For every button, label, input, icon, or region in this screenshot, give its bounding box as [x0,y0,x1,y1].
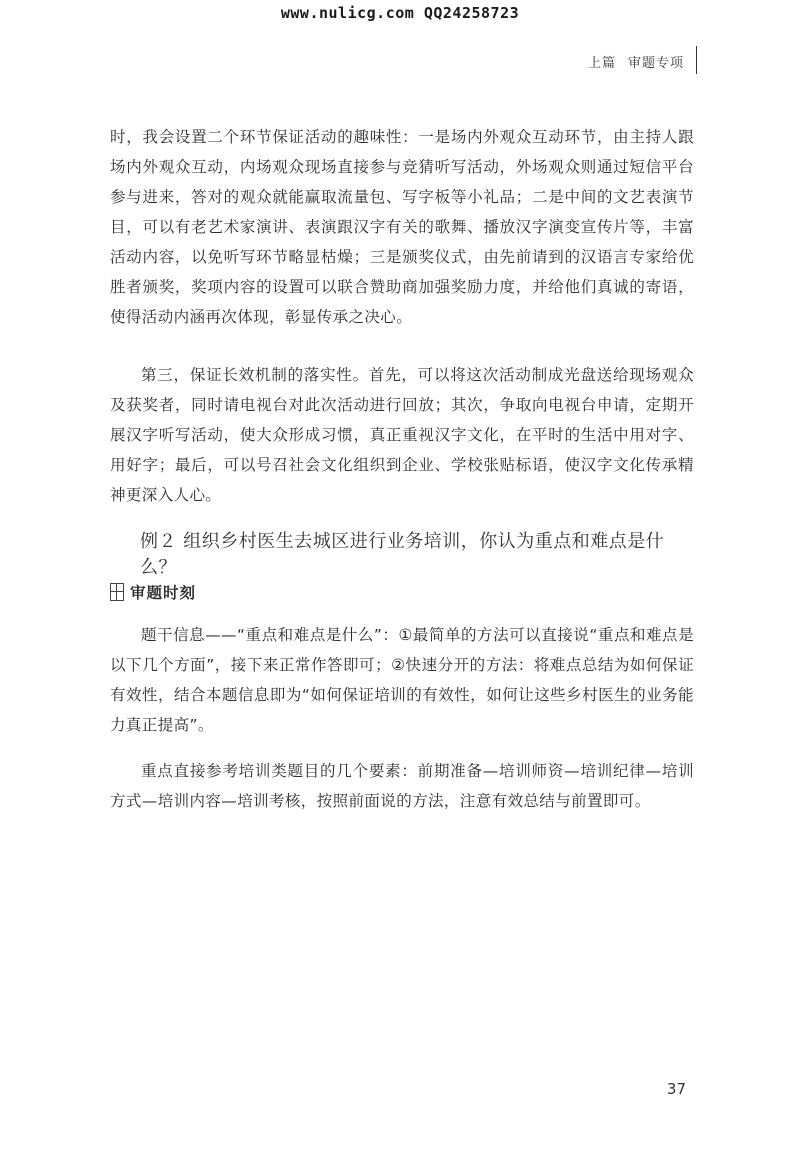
running-head [588,52,684,71]
section-heading [110,581,196,603]
example-question: 例２ 组织乡村医生去城区进行业务培训，你认为重点和难点是什么？ [140,531,665,578]
running-head-part: 上篇 [587,56,616,71]
page-number: 37 [666,1080,686,1098]
body-paragraph-2: 第三，保证长效机制的落实性。首先，可以将这次活动制成光盘送给现场观众及获奖者，同时请电视台对此次活动进行回放；其次，争取向电视台申请，定期开展汉字听写活动，使大众形成习惯，真正重视汉字文化，在平时的生活中用对字、用好字；最后，可以号召社会文化组织到企业、学校张贴标语，使汉字文化传承精神更深入人心。 [110,366,694,504]
running-head-rule [696,46,697,74]
body-paragraph-3: 题干信息——“重点和难点是什么”：①最简单的方法可以直接说“重点和难点是以下几个方面”，接下来正常作答即可；②快速分开的方法：将难点总结为如何保证有效性，结合本题信息即为“如何保证培训的有效性，如何让这些乡村医生的业务能力真正提高”。 [110,626,694,734]
watermark: www.nulicg.com QQ24258723 [280,4,520,22]
body-paragraph-4: 重点直接参考培训类题目的几个要素：前期准备—培训师资—培训纪律—培训方式—培训内容—培训考核，按照前面说的方法，注意有效总结与前置即可。 [110,762,694,810]
section-title: 审题时刻 [130,584,197,602]
running-head-section: 审题专项 [627,56,684,71]
grid-icon [110,583,124,601]
body-paragraph-1: 时，我会设置二个环节保证活动的趣味性：一是场内外观众互动环节，由主持人跟场内外观众互动，内场观众现场直接参与竞猜听写活动，外场观众则通过短信平台参与进来，答对的观众就能赢取流量包、写字板等小礼品；二是中间的文艺表演节目，可以有老艺术家演讲、表演跟汉字有关的歌舞、播放汉字演变宣传片等，丰富活动内容，以免听写环节略显枯燥；三是颁奖仪式，由先前请到的汉语言专家给优胜者颁奖，奖项内容的设置可以联合赞助商加强奖励力度，并给他们真诚的寄语，使得活动内涵再次体现，彰显传承之决心。 [110,128,694,326]
